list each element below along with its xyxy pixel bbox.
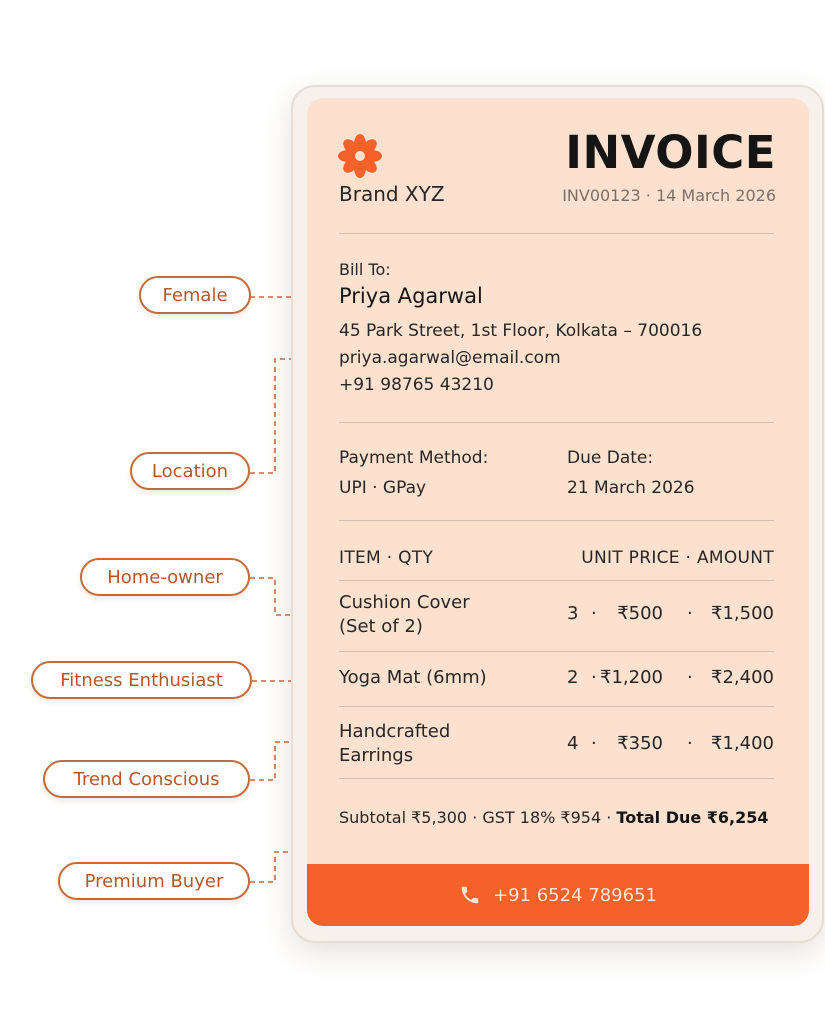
row-2-sep: · bbox=[687, 667, 693, 688]
divider bbox=[339, 422, 774, 423]
row-1-sep: · bbox=[687, 603, 693, 624]
subtotal-gst: Subtotal ₹5,300 · GST 18% ₹954 · bbox=[339, 808, 617, 827]
invoice-meta: INV00123 · 14 March 2026 bbox=[562, 186, 776, 205]
row-3-item-line1: Handcrafted bbox=[339, 721, 451, 742]
row-2-item-line1: Yoga Mat (6mm) bbox=[339, 667, 487, 688]
call-bar[interactable] bbox=[307, 864, 809, 926]
invoice-title: INVOICE bbox=[565, 126, 776, 179]
tag-trend-label: Trend Conscious bbox=[73, 768, 220, 790]
row-1-qty: 3 bbox=[567, 603, 579, 624]
table-divider bbox=[339, 706, 774, 707]
tag-location bbox=[130, 452, 250, 490]
row-3-qty: 4 bbox=[567, 733, 579, 754]
tag-home-owner-label: Home-owner bbox=[107, 566, 223, 588]
tag-female bbox=[139, 276, 251, 314]
row-2-amount: ₹2,400 bbox=[711, 667, 774, 688]
row-3-item-line2: Earrings bbox=[339, 745, 414, 766]
row-1-item-line2: (Set of 2) bbox=[339, 616, 423, 637]
row-2-qty: 2 bbox=[567, 667, 579, 688]
due-date-value: 21 March 2026 bbox=[567, 478, 695, 498]
row-3-amount: ₹1,400 bbox=[711, 733, 774, 754]
row-2-unit-price: ₹1,200 bbox=[600, 667, 663, 688]
tag-fitness-label: Fitness Enthusiast bbox=[60, 669, 223, 691]
orange-flower-icon bbox=[338, 134, 382, 178]
row-1-sep: · bbox=[591, 603, 597, 624]
divider bbox=[339, 520, 774, 521]
customer-address: 45 Park Street, 1st Floor, Kolkata – 700016 bbox=[339, 321, 703, 341]
payment-method-value: UPI · GPay bbox=[339, 478, 427, 498]
row-3-unit-price: ₹350 bbox=[617, 733, 663, 754]
brand-name: Brand XYZ bbox=[339, 182, 445, 206]
customer-phone: +91 98765 43210 bbox=[339, 375, 494, 395]
row-1-item-line1: Cushion Cover bbox=[339, 592, 470, 613]
bill-to-label: Bill To: bbox=[339, 260, 391, 279]
divider bbox=[339, 233, 774, 234]
totals-line bbox=[339, 808, 769, 827]
call-number: +91 6524 789651 bbox=[493, 884, 657, 906]
tag-location-label: Location bbox=[151, 460, 229, 482]
customer-name: Priya Agarwal bbox=[339, 284, 483, 308]
table-header-price-amount: UNIT PRICE · AMOUNT bbox=[581, 548, 774, 568]
due-date-label: Due Date: bbox=[567, 448, 654, 468]
tag-home-owner bbox=[80, 558, 250, 596]
customer-email: priya.agarwal@email.com bbox=[339, 348, 561, 368]
row-3-sep: · bbox=[687, 733, 693, 754]
tag-fitness-enthusiast bbox=[31, 661, 252, 699]
table-divider bbox=[339, 580, 774, 581]
row-2-sep: · bbox=[591, 667, 597, 688]
table-divider bbox=[339, 778, 774, 779]
tag-trend-conscious bbox=[43, 760, 250, 798]
table-header-item-qty: ITEM · QTY bbox=[339, 548, 434, 568]
tag-female-label: Female bbox=[162, 284, 228, 306]
total-due: Total Due ₹6,254 bbox=[616, 808, 769, 827]
table-divider bbox=[339, 651, 774, 652]
invoice-card bbox=[307, 98, 809, 926]
tag-premium-label: Premium Buyer bbox=[84, 870, 224, 892]
phone-icon bbox=[459, 884, 481, 906]
row-1-amount: ₹1,500 bbox=[711, 603, 774, 624]
row-1-unit-price: ₹500 bbox=[617, 603, 663, 624]
payment-method-label: Payment Method: bbox=[339, 448, 489, 468]
row-3-sep: · bbox=[591, 733, 597, 754]
tag-premium-buyer bbox=[58, 862, 250, 900]
